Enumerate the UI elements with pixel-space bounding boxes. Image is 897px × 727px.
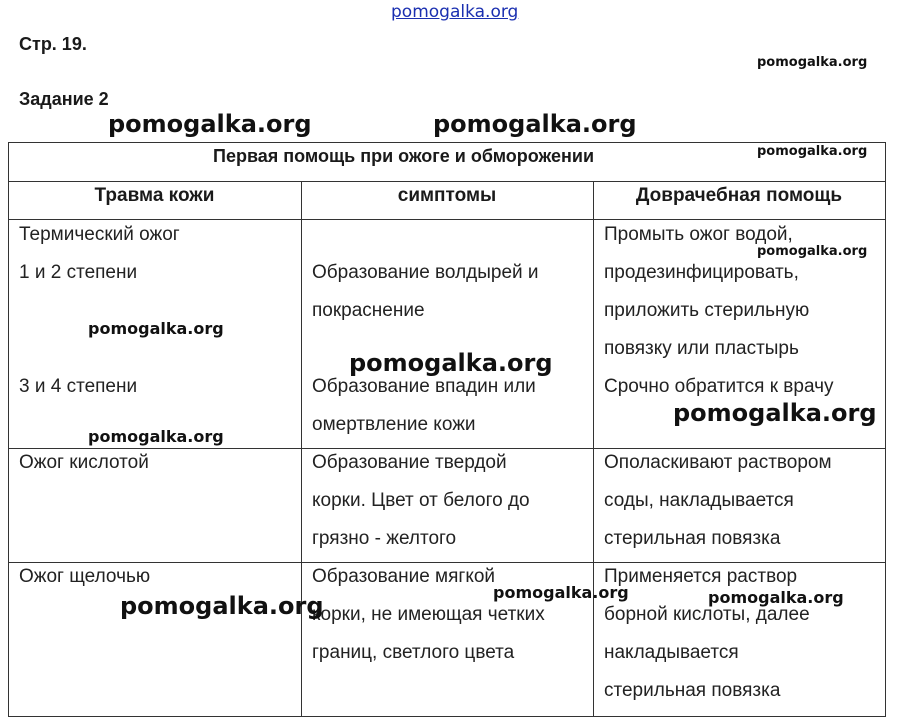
site-watermark-top: pomogalka.org <box>391 2 519 22</box>
table-border-right <box>885 142 886 717</box>
table-rule-title <box>8 181 886 182</box>
watermark: pomogalka.org <box>708 588 844 607</box>
cell-line: стерильная повязка <box>604 680 781 701</box>
cell-line: 1 и 2 степени <box>19 262 138 283</box>
cell-line: Ожог щелочью <box>19 566 151 587</box>
cell-line: приложить стерильную <box>604 300 810 321</box>
cell-line: Образование мягкой <box>312 566 496 587</box>
cell-line: Ополаскивают раствором <box>604 452 832 473</box>
cell-line: продезинфицировать, <box>604 262 799 283</box>
watermark: pomogalka.org <box>349 349 553 377</box>
cell-line: Применяется раствор <box>604 566 798 587</box>
watermark: pomogalka.org <box>757 244 868 259</box>
task-title: Задание 2 <box>19 89 109 109</box>
cell-line: борной кислоты, далее <box>604 604 810 625</box>
table-border-bottom <box>8 716 886 717</box>
table-row-alkali-symptoms <box>312 558 545 672</box>
cell-spacer <box>312 216 539 254</box>
cell-line: грязно - желтого <box>312 528 457 549</box>
table-col-divider-2 <box>593 181 594 717</box>
table-row-alkali-injury <box>19 558 150 596</box>
table-row-thermal-injury <box>19 216 180 406</box>
cell-line: Ожог кислотой <box>19 452 149 473</box>
cell-line: Образование впадин или <box>312 376 536 397</box>
cell-line: Термический ожог <box>19 224 180 245</box>
cell-line: Образование волдырей и <box>312 262 539 283</box>
cell-line: покраснение <box>312 300 425 321</box>
watermark: pomogalka.org <box>88 427 224 446</box>
watermark: pomogalka.org <box>757 55 868 70</box>
cell-line: повязку или пластырь <box>604 338 799 359</box>
table-row-acid-symptoms <box>312 444 530 558</box>
table-row-acid-injury <box>19 444 149 482</box>
table-title: Первая помощь при ожоге и обморожении <box>213 146 595 166</box>
table-row-acid-aid <box>604 444 832 558</box>
column-header-injury: Травма кожи <box>94 185 215 206</box>
cell-line: границ, светлого цвета <box>312 642 515 663</box>
cell-line: корки. Цвет от белого до <box>312 490 530 511</box>
cell-line: Срочно обратится к врачу <box>604 376 834 397</box>
watermark: pomogalka.org <box>493 583 629 602</box>
watermark: pomogalka.org <box>120 592 324 620</box>
table-border-top <box>8 142 886 143</box>
page-number: Стр. 19. <box>19 34 87 54</box>
watermark: pomogalka.org <box>673 399 877 427</box>
cell-line: Образование твердой <box>312 452 507 473</box>
cell-line: 3 и 4 степени <box>19 376 138 397</box>
cell-line: стерильная повязка <box>604 528 781 549</box>
cell-line: омертвление кожи <box>312 414 476 435</box>
table-row-thermal-symptoms <box>312 216 539 444</box>
column-header-first-aid: Доврачебная помощь <box>635 185 843 206</box>
watermark: pomogalka.org <box>757 144 868 159</box>
cell-line: соды, накладывается <box>604 490 794 511</box>
table-border-left <box>8 142 9 717</box>
column-header-symptoms: симптомы <box>397 185 497 206</box>
table-col-divider-1 <box>301 181 302 717</box>
table-row-alkali-aid <box>604 558 810 710</box>
watermark: pomogalka.org <box>108 110 312 138</box>
cell-line: накладывается <box>604 642 739 663</box>
watermark: pomogalka.org <box>88 319 224 338</box>
watermark: pomogalka.org <box>433 110 637 138</box>
cell-line: корки, не имеющая четких <box>312 604 545 625</box>
cell-line: Промыть ожог водой, <box>604 224 793 245</box>
